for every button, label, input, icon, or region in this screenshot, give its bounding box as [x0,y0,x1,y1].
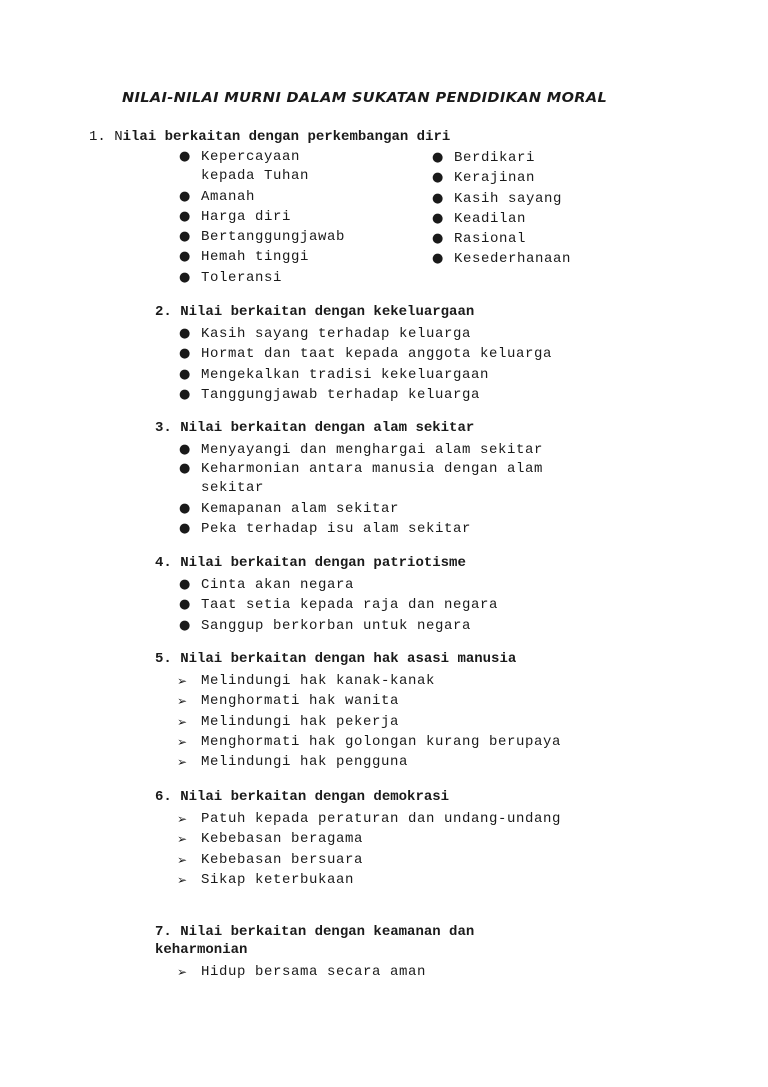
bullet-icon: ● [179,461,191,477]
section-1-heading-text: ilai berkaitan dengan perkembangan diri [122,129,451,145]
section-1-left-list [177,148,407,288]
bullet-icon: ● [432,251,444,267]
section-5-list [177,671,715,772]
list-item: ➢ Melindungi hak pekerja [177,712,715,732]
list-item: ● Berdikari [430,148,650,168]
list-item: ● Kemapanan alam sekitar [177,499,715,519]
arrow-bullet-icon: ➢ [177,852,188,867]
bullet-icon: ● [179,269,191,285]
bullet-icon: ● [179,188,191,204]
list-item: ➢ Sikap keterbukaan [177,870,715,890]
bullet-icon: ● [179,346,191,362]
bullet-icon: ● [179,229,191,245]
list-item: ● Mengekalkan tradisi kekeluargaan [177,365,715,385]
list-item: ➢ Hidup bersama secara aman [177,962,715,982]
section-2 [155,303,715,405]
list-item: ➢ Melindungi hak kanak-kanak [177,671,715,691]
section-4 [155,554,715,636]
arrow-bullet-icon: ➢ [177,714,188,729]
list-item: ● Kasih sayang terhadap keluarga [177,324,715,344]
list-item: ● Hormat dan taat kepada anggota keluarga [177,344,715,364]
bullet-icon: ● [432,150,444,165]
bullet-icon: ● [432,190,444,206]
bullet-icon: ● [179,442,191,457]
arrow-bullet-icon: ➢ [177,965,188,979]
arrow-bullet-icon: ➢ [177,832,188,847]
page-title: NILAI-NILAI MURNI DALAM SUKATAN PENDIDIKAN MORAL [122,91,608,106]
arrow-bullet-icon: ➢ [177,734,188,749]
bullet-icon: ● [432,231,444,247]
list-item: ➢ Menghormati hak wanita [177,691,715,711]
bullet-icon: ● [179,577,191,592]
bullet-icon: ● [179,366,191,382]
bullet-icon: ● [179,597,191,613]
arrow-bullet-icon: ➢ [177,872,188,887]
list-item: ● Kepercayaan kepada Tuhan [179,149,310,184]
section-5 [155,650,715,772]
section-1-number: 1. [89,129,106,145]
section-7-heading-line1: 7. Nilai berkaitan dengan keamanan dan [155,924,475,940]
section-7 [155,923,715,982]
section-4-heading: 4. Nilai berkaitan dengan patriotisme [155,555,466,571]
list-item: ● Keharmonian antara manusia dengan alam sekitar [179,461,544,496]
section-7-list [177,962,715,982]
section-1-right-list [430,148,650,270]
section-6-heading: 6. Nilai berkaitan dengan demokrasi [155,789,450,805]
arrow-bullet-icon: ➢ [177,812,188,826]
arrow-bullet-icon: ➢ [177,674,188,688]
section-3-heading: 3. Nilai berkaitan dengan alam sekitar [155,420,475,436]
bullet-icon: ● [179,521,191,537]
list-item: ➢ Kebebasan bersuara [177,850,715,870]
list-item: ➢ Menghormati hak golongan kurang berupaya [177,732,715,752]
list-item: ● Kerajinan [430,168,650,188]
list-item: ● Kesederhanaan [430,249,650,269]
list-item: ● Tanggungjawab terhadap keluarga [177,385,715,405]
list-item: ● Keadilan [430,209,650,229]
list-item: ● Cinta akan negara [177,575,715,595]
list-item: ● Toleransi [177,268,407,288]
section-6-list [177,809,715,890]
list-item: ● Bertanggungjawab [177,227,407,247]
list-item: ● Sanggup berkorban untuk negara [177,616,715,636]
list-item: ➢ Melindungi hak pengguna [177,752,715,772]
list-item: ● Menyayangi dan menghargai alam sekitar [177,440,715,460]
list-item: ● Peka terhadap isu alam sekitar [177,519,715,539]
list-item: ● Kasih sayang [430,189,650,209]
section-3 [155,419,715,539]
list-item: ● Amanah [177,187,407,207]
bullet-icon: ● [179,617,191,633]
section-5-heading: 5. Nilai berkaitan dengan hak asasi manusia [155,651,517,667]
section-3-list [177,440,715,539]
section-2-heading: 2. Nilai berkaitan dengan kekeluargaan [155,304,475,320]
bullet-icon: ● [179,149,191,164]
list-item: ● Rasional [430,229,650,249]
section-1-heading-initial: N [114,129,123,145]
list-item: ● Harga diri [177,207,407,227]
section-2-list [177,324,715,405]
list-item: ● Hemah tinggi [177,247,407,267]
arrow-bullet-icon: ➢ [177,755,188,770]
section-6 [155,788,715,890]
list-item: ➢ Kebebasan beragama [177,829,715,849]
bullet-icon: ● [179,249,191,265]
bullet-icon: ● [179,208,191,224]
arrow-bullet-icon: ➢ [177,694,188,709]
section-7-heading-line2: keharmonian [155,942,248,958]
bullet-icon: ● [432,210,444,226]
bullet-icon: ● [179,386,191,402]
list-item: ● Taat setia kepada raja dan negara [177,595,715,615]
section-1-heading [89,129,450,145]
bullet-icon: ● [179,326,191,341]
list-item: ➢ Patuh kepada peraturan dan undang-undang [177,809,715,829]
bullet-icon: ● [432,170,444,186]
section-4-list [177,575,715,636]
bullet-icon: ● [179,500,191,516]
